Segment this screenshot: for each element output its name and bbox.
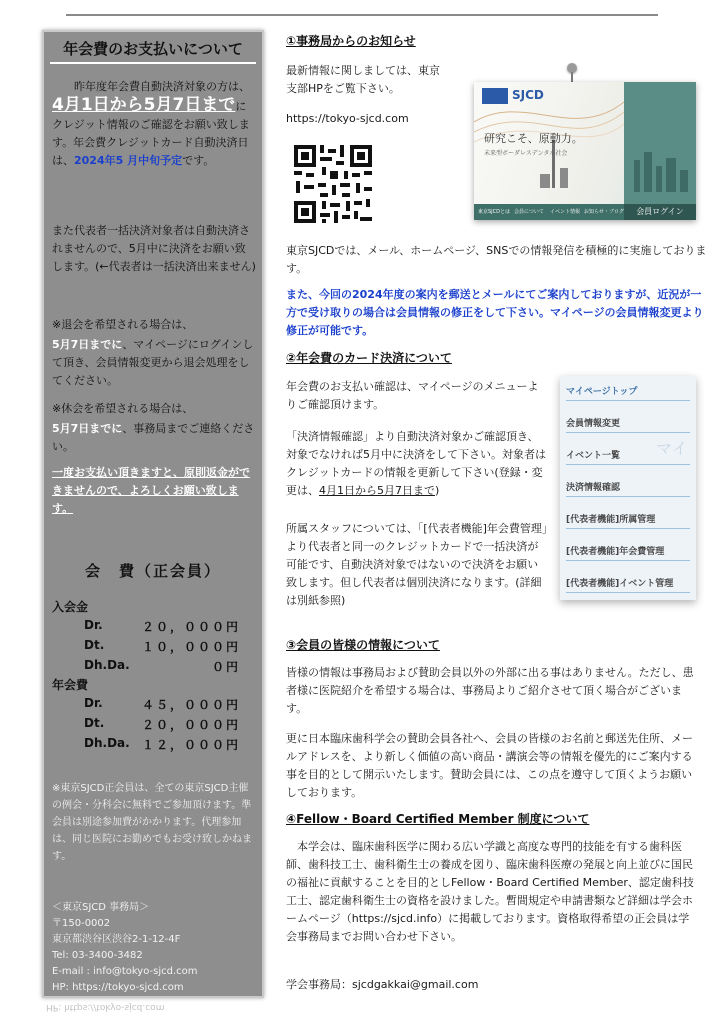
screenshot-nav-bar <box>474 204 624 220</box>
menu-item-events: イベント一覧 <box>566 448 690 465</box>
society-email: 学会事務局：sjcdgakkai@gmail.com <box>286 978 479 991</box>
office-name: ＜東京SJCD 事務局＞ <box>52 902 150 913</box>
menu-ghost-text: マイ <box>656 439 688 458</box>
section3-p2: 更に日本臨床歯科学会の賛助会員各社へ、会員の皆様のお名前と郵送先住所、メールアドレスを、より新しく価値の高い商品・講演会等の情報を優先的にご案内する事を目的として開示いたします。賛助会員には、この点を遵守して頂くようお願いしております。 <box>286 732 693 799</box>
section3-p1: 皆様の情報は事務局および賛助会員以外の外部に出る事はありません。ただし、患者様に医院紹介を希望する場合は、事務局よりご紹介させて頂く場合がございます。 <box>286 666 694 715</box>
section1-heading: ①事務局からのお知らせ <box>286 34 416 48</box>
payment-period: 4月1日から5月7日まで <box>52 95 236 115</box>
section2-p1: 年会費のお支払い確認は、マイページのメニューよりご確認頂けます。 <box>286 380 539 411</box>
screenshot-nav-item: お知らせ・ブログ <box>584 209 624 215</box>
menu-item-payment-info: 決済情報確認 <box>566 480 690 497</box>
admission-label: 入会金 <box>52 600 89 614</box>
auto-payment-date: 2024年5 月中旬予定 <box>74 154 183 167</box>
office-hp[interactable]: HP: https://tokyo-sjcd.com <box>52 982 184 993</box>
section4-p1: 本学会は、臨床歯科医学に関わる広い学識と高度な専門的技能を有する歯科医師、歯科技工士、歯科衛生士の養成を図り、臨床歯科医療の発展と向上並びに国民の福祉に貢献することを目的としFellow・Board Certified Member、認定歯科技工士、認定歯科衛生士の資格を設けました。暫間規定や申請書類など詳細は学会ホームページ（https://sjcd.info）に掲載しております。資格取得希望の正会員は学会事務局までお問い合わせ下さい。 <box>286 840 694 943</box>
menu-item-fee-management: [代表者機能]年会費管理 <box>566 544 690 561</box>
section1-intro: 最新情報に関しましては、東京 支部HPをご覧下さい。 <box>286 64 440 95</box>
leave-heading: ※休会を希望される場合は、 <box>52 402 194 415</box>
leave-text: 5月7日までに、事務局までご連絡ください。 <box>52 422 255 453</box>
office-postal: 〒150-0002 <box>52 918 111 929</box>
representative-note: また代表者一括決済対象者は自動決済されませんので、5月中に決済をお願い致します。(←代表者は一括決済出来ません) <box>52 224 256 273</box>
menu-item-event-management: [代表者機能]イベント管理 <box>566 576 690 593</box>
section2-p2: 「決済情報確認」より自動決済対象かご確認頂き、対象でなければ5月中に決済をして下さい。対象者はクレジットカードの情報を更新して下さい(登録・変更は、4月1日から5月7日まで) <box>286 430 546 497</box>
withdraw-text: 5月7日までに、マイページにログインして頂き、会員情報変更から退会処理をしてください。 <box>52 338 254 387</box>
section2-heading: ②年会費のカード決済について <box>286 351 452 365</box>
section3-heading: ③会員の皆様の情報について <box>286 638 440 652</box>
menu-item-staff-management: [代表者機能]所属管理 <box>566 512 690 529</box>
screenshot-nav-item: 東京SJCDとは <box>478 209 510 215</box>
sidebar-panel: 年会費のお支払いについて 昨年度年会費自動決済対象の方は、4月1日から5月7日までにクレジット情報のご確認をお願い致します。年会費クレジットカード自動決済日は、2024年5 月中旬予定です。 また代表者一括決済対象者は自動決済されませんので、5月中に決済をお願い致します。(←代表者は一括決済出来ません) ※退会を希望される場合は、 5月7日までに、マイページにログインして頂き、会員情報変更から退会処理をしてください。 ※休会を希望される場合は、 5月7日までに、事務局までご連絡ください。 一度お支払い頂きますと、原則返金ができませんので、よろしくお願い致します。 会 費（正会員） 入会金 Dr. ２０，０００円 Dt. １０，０００円 Dh.Da. ０円 年会費 Dr. ４５，０００円 Dt. ２０，０００円 Dh.Da. １２，０００円 ※東京SJCD正会員は、全ての東京SJCD主催の例会・分科会に無料でご参加頂けます。準会員は別途参加費がかかります。代理参加は、同じ医院にお勤めでもお受け致しかねます。 ＜東京SJCD 事務局＞ 〒150-0002 東京都渋谷区渋谷2-1-12-4F Tel: 03-3400-3482 E-mail : info@tokyo-sjcd.com HP: https://tokyo-sjcd.com <box>42 30 264 998</box>
screenshot-nav-item: 会員について <box>514 209 544 215</box>
membership-note: ※東京SJCD正会員は、全ての東京SJCD主催の例会・分科会に無料でご参加頂けます。準会員は別途参加費がかかります。代理参加は、同じ医院にお勤めでもお受け致しかねます。 <box>52 783 252 862</box>
payment-intro: 昨年度年会費自動決済対象の方は、4月1日から5月7日までにクレジット情報のご確認をお願い致します。年会費クレジットカード自動決済日は、2024年5 月中旬予定です。 <box>52 80 250 167</box>
sjcd-logo-mark <box>482 88 508 104</box>
sidebar-reflection: HP: https://tokyo-sjcd.com <box>46 1002 165 1012</box>
qr-code <box>292 143 374 225</box>
fee-title: 会 費（正会員） <box>84 562 221 580</box>
website-screenshot <box>474 82 696 220</box>
menu-item-member-info: 会員情報変更 <box>566 416 690 433</box>
withdraw-heading: ※退会を希望される場合は、 <box>52 318 194 331</box>
section4-heading: ④Fellow・Board Certified Member 制度について <box>286 812 590 826</box>
office-tel: Tel: 03-3400-3482 <box>52 950 143 961</box>
section1-blue-notice: また、今回の2024年度の案内を郵送とメールにてご案内しておりますが、近況が一方で受け取りの場合は会員情報の修正をして下さい。マイページの会員情報変更より修正が可能です。 <box>286 288 704 337</box>
sidebar-title: 年会費のお支払いについて <box>63 40 243 58</box>
screenshot-nav-item: イベント情報 <box>550 209 581 215</box>
screenshot-subtagline: 未来型ボーダレスデンタル社会 <box>484 150 568 157</box>
screenshot-tagline: 研究こそ、原動力。 <box>484 132 583 145</box>
office-address: 東京都渋谷区渋谷2-1-12-4F <box>52 934 181 945</box>
top-rule <box>66 14 658 16</box>
annual-fee-label: 年会費 <box>52 678 89 692</box>
sidebar-divider <box>50 62 256 64</box>
registration-period: 4月1日から5月7日まで <box>319 484 435 497</box>
mypage-menu-screenshot <box>560 376 696 600</box>
office-contact <box>52 900 258 996</box>
menu-item-mypage-top: マイページトップ <box>566 384 690 401</box>
tokyo-sjcd-link[interactable]: https://tokyo-sjcd.com <box>286 112 409 125</box>
sjcd-logo-text: SJCD <box>512 88 544 102</box>
screenshot-login-button: 会員ログイン <box>624 204 696 220</box>
section2-p3: 所属スタッフについては、「[代表者機能]年会費管理」より代表者と同一のクレジットカードで一括決済が可能です、自動決済対象ではないので決済をお願い致します。但し代表者は個別決済になります。(詳細は別紙参照) <box>286 522 548 607</box>
office-email[interactable]: E-mail : info@tokyo-sjcd.com <box>52 966 198 977</box>
refund-note: 一度お支払い頂きますと、原則返金ができませんので、よろしくお願い致します。 <box>52 466 250 515</box>
section1-info: 東京SJCDでは、メール、ホームページ、SNSでの情報発信を積極的に実施しております。 <box>286 244 707 275</box>
pin-needle <box>571 72 573 82</box>
